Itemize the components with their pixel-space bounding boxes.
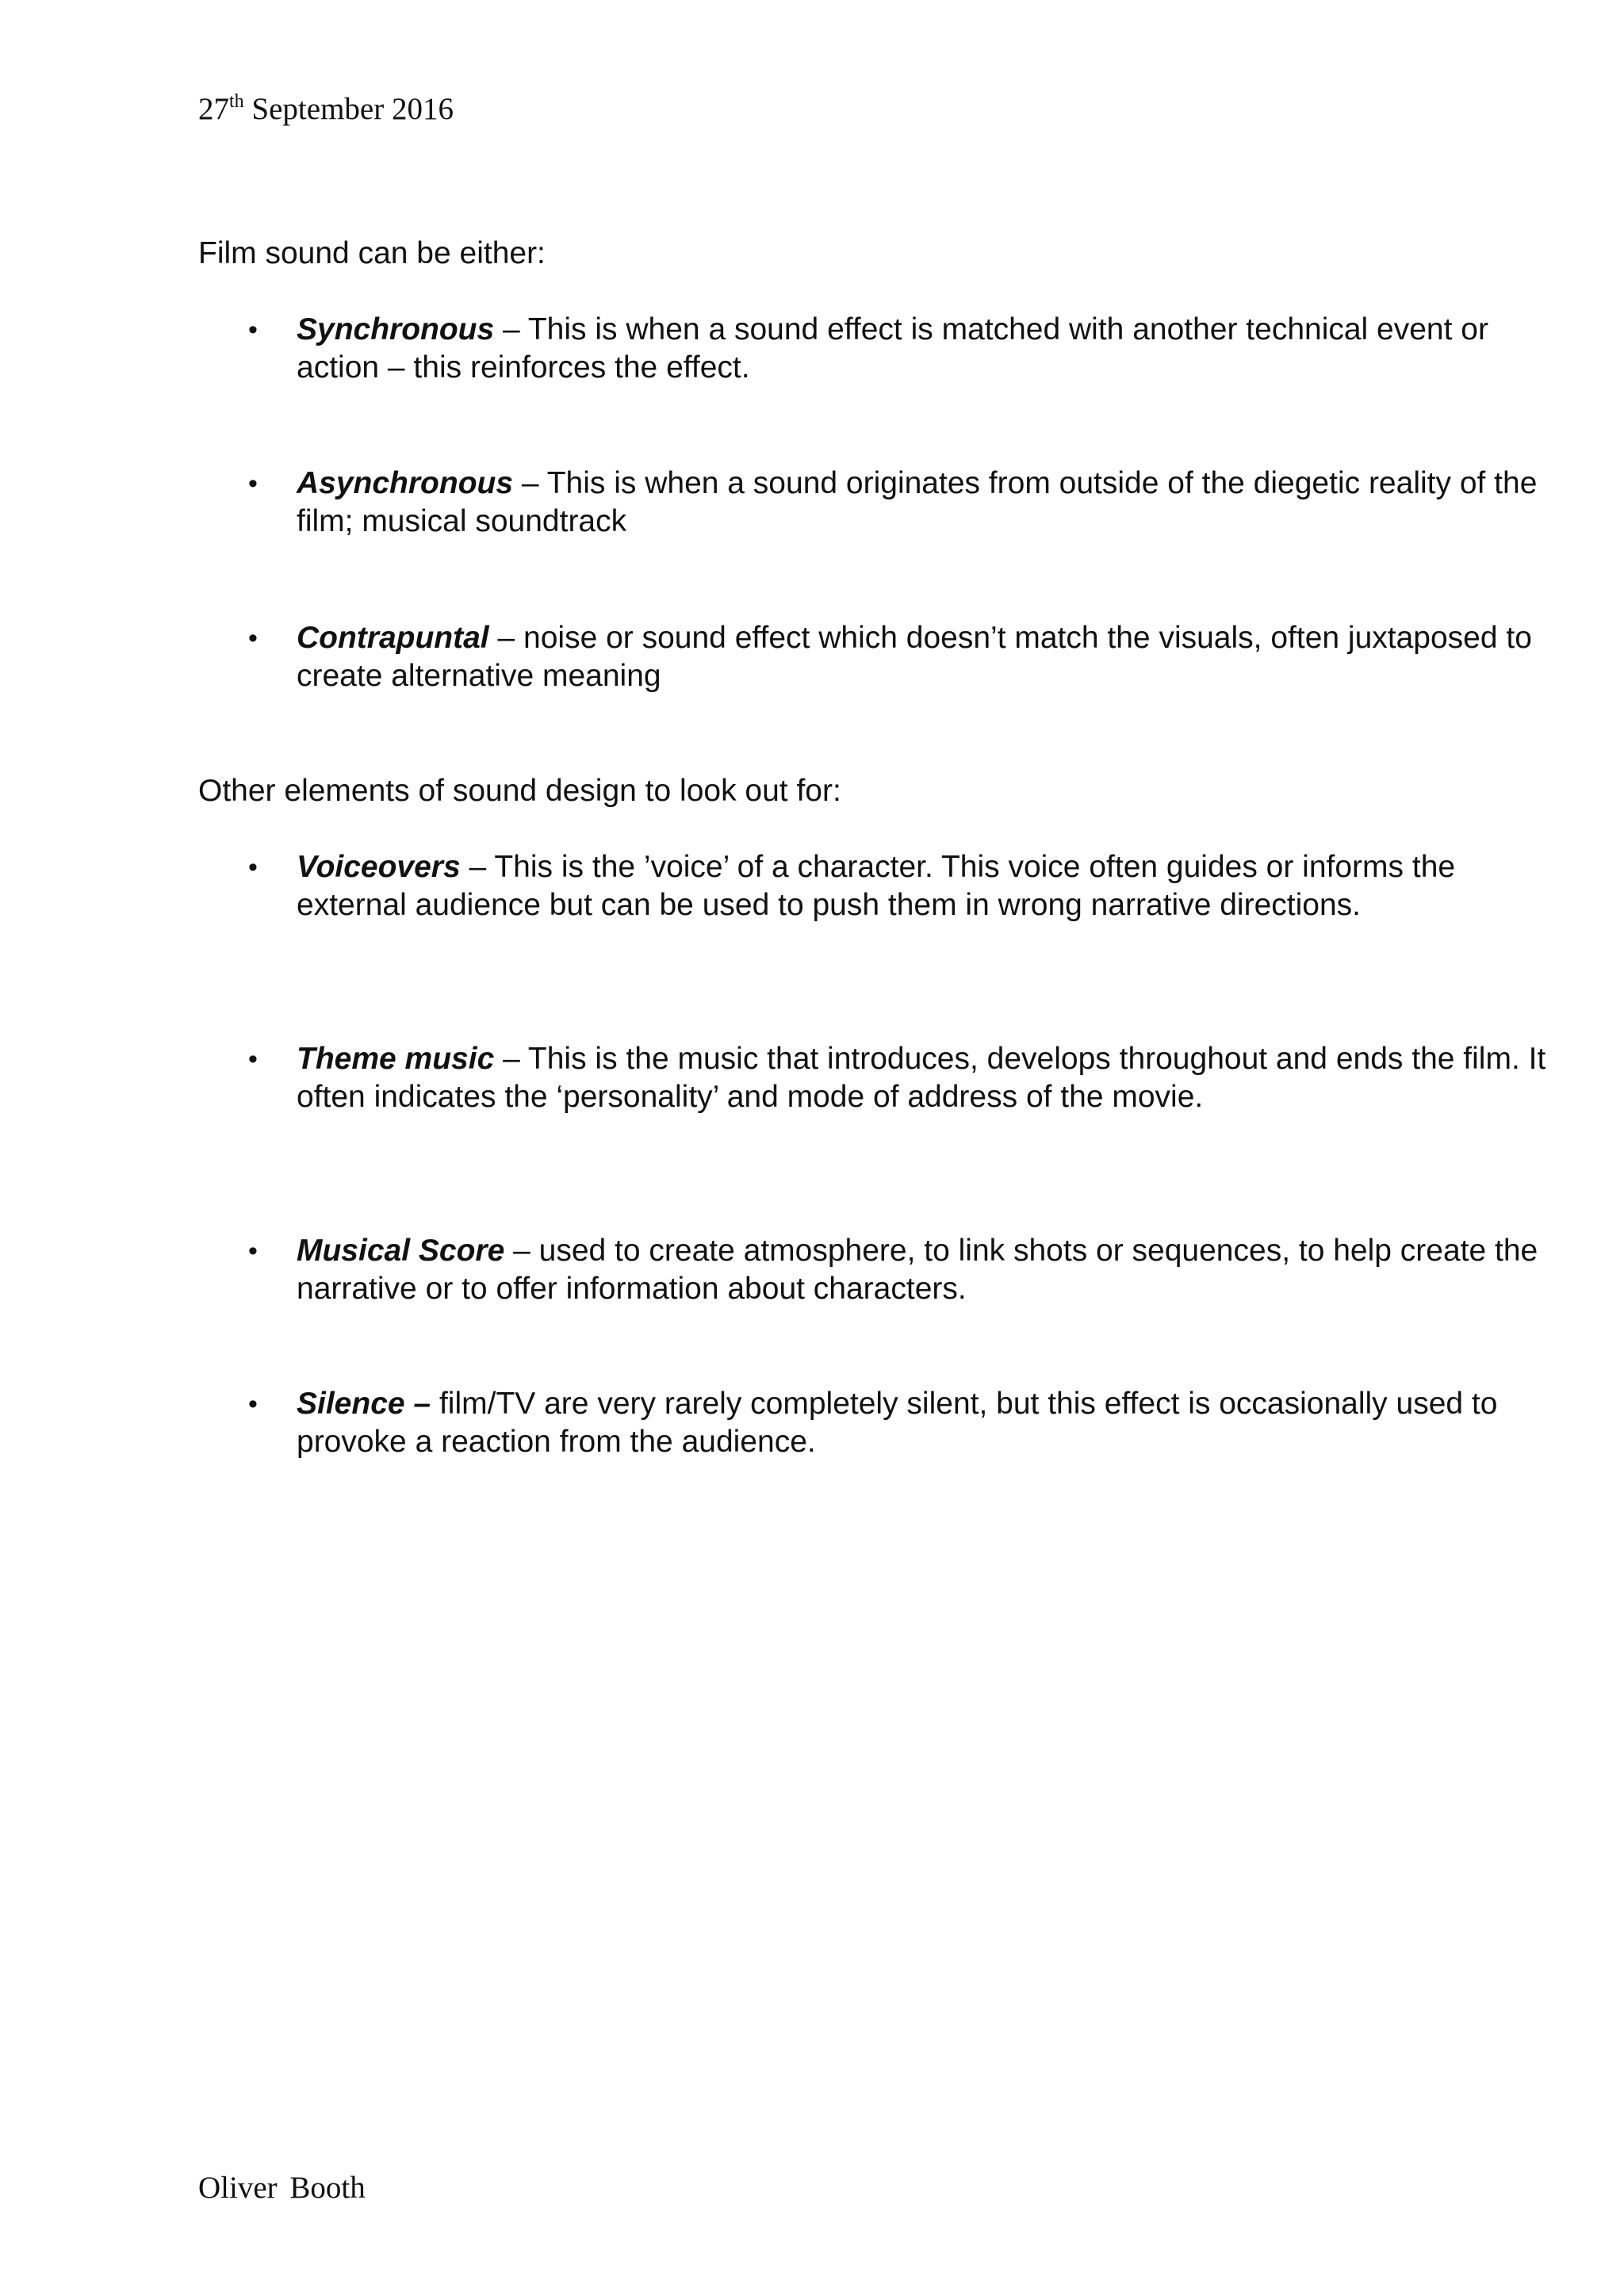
item-description: This is when a sound effect is matched with another technical event or action – this reinforces the effect. bbox=[297, 312, 1488, 385]
item-separator: – bbox=[513, 466, 547, 500]
item-term: Silence – bbox=[297, 1387, 431, 1421]
item-body bbox=[297, 465, 1549, 541]
item-description: This is the ’voice’ of a character. This voice often guides or informs the external audience but can be used to push them in wrong narrative directions. bbox=[297, 850, 1456, 922]
item-body bbox=[297, 1232, 1549, 1308]
bullet-icon: • bbox=[248, 852, 258, 882]
item-body bbox=[297, 1040, 1549, 1116]
bullet-icon: • bbox=[248, 623, 258, 653]
date-day-suffix: th bbox=[229, 91, 244, 112]
item-body bbox=[297, 1385, 1549, 1461]
item-separator bbox=[431, 1387, 439, 1421]
date-month-year: September 2016 bbox=[243, 92, 454, 126]
item-separator: – bbox=[460, 850, 495, 884]
bullet-icon: • bbox=[248, 315, 258, 345]
item-term: Synchronous bbox=[297, 312, 495, 346]
item-body bbox=[297, 311, 1549, 387]
item-description: film/TV are very rarely completely silent, but this effect is occasionally used to provoke a reaction from the audience. bbox=[297, 1387, 1498, 1459]
header-date bbox=[198, 91, 454, 126]
date-day: 27 bbox=[198, 92, 229, 126]
bullet-icon: • bbox=[248, 469, 258, 499]
item-description: This is the music that introduces, develops throughout and ends the film. It often indicates the ‘personality’ and mode of address of the movie. bbox=[297, 1042, 1546, 1114]
item-term: Contrapuntal bbox=[297, 621, 489, 655]
item-separator: – bbox=[494, 312, 528, 346]
item-body bbox=[297, 619, 1549, 695]
item-description: This is when a sound originates from outside of the diegetic reality of the film; musical soundtrack bbox=[297, 466, 1538, 538]
item-term: Theme music bbox=[297, 1042, 495, 1076]
item-term: Musical Score bbox=[297, 1234, 505, 1268]
item-term: Asynchronous bbox=[297, 466, 514, 500]
item-body bbox=[297, 848, 1549, 924]
bullet-icon: • bbox=[248, 1044, 258, 1074]
section1-intro: Film sound can be either: bbox=[198, 236, 546, 270]
item-separator: – bbox=[504, 1234, 539, 1268]
item-term: Voiceovers bbox=[297, 850, 461, 884]
item-separator: – bbox=[488, 621, 524, 655]
footer-author: Oliver Booth bbox=[198, 2171, 366, 2205]
item-separator: – bbox=[494, 1042, 528, 1076]
bullet-icon: • bbox=[248, 1236, 258, 1266]
bullet-icon: • bbox=[248, 1389, 258, 1419]
section2-intro: Other elements of sound design to look out for: bbox=[198, 774, 841, 808]
item-description: used to create atmosphere, to link shots or sequences, to help create the narrative or to offer information about characters. bbox=[297, 1234, 1538, 1306]
item-description: noise or sound effect which doesn’t match the visuals, often juxtaposed to create alternative meaning bbox=[297, 621, 1532, 693]
